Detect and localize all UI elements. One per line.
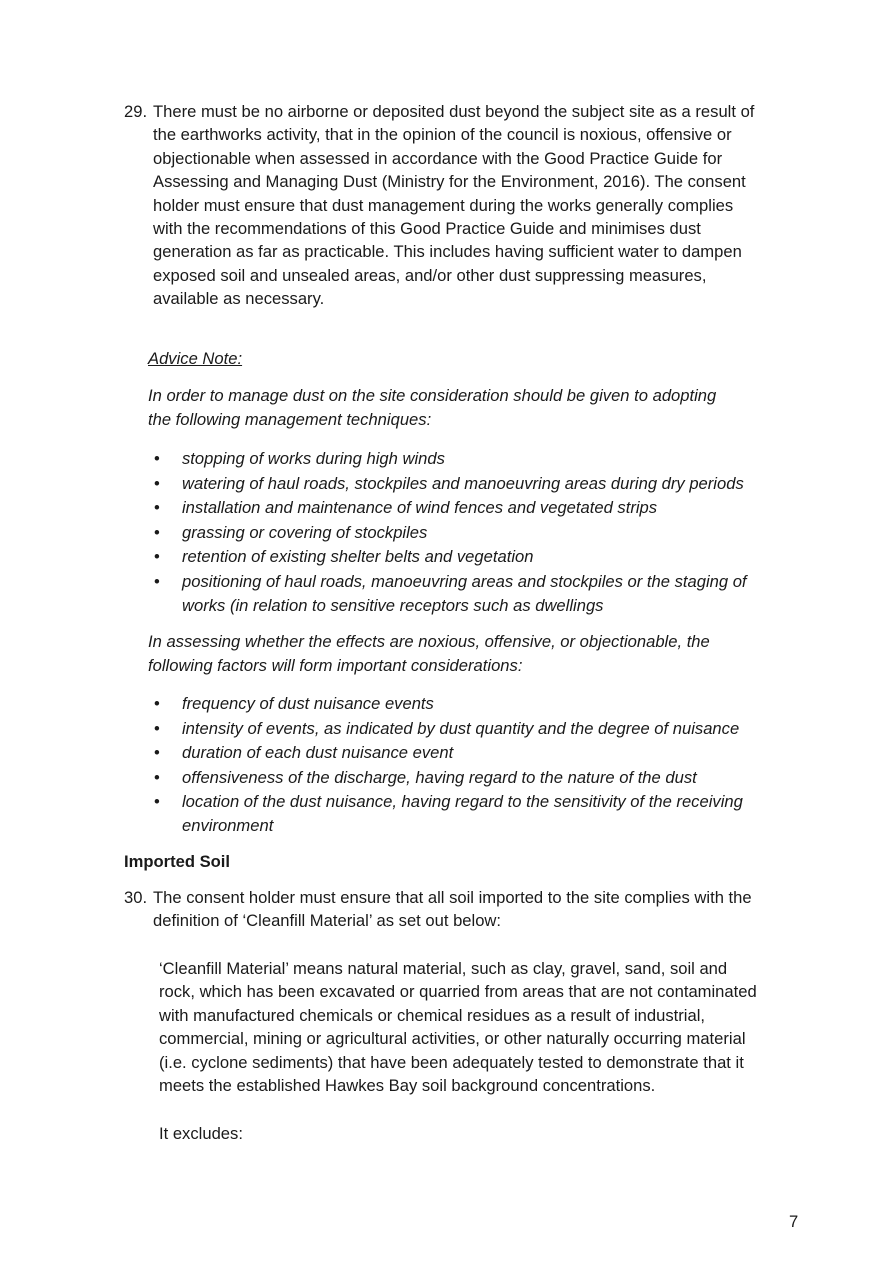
text-line: (i.e. cyclone sediments) that have been adequately tested to demonstrate that it [159,1052,744,1072]
page-number: 7 [789,1212,799,1231]
list-item [148,741,808,765]
text-line: commercial, mining or agricultural activities, or other naturally occurring material [159,1029,746,1049]
condition-number: 29. [124,102,148,121]
text-line: exposed soil and unsealed areas, and/or other dust suppressing measures, [153,265,707,285]
text-line: There must be no airborne or deposited dust beyond the subject site as a result of [153,102,755,121]
list-item [148,692,808,716]
assessment-intro [148,630,788,678]
condition-30 [124,886,804,933]
list-item-text: grassing or covering of stockpiles [182,522,428,542]
condition-text [153,886,804,933]
list-item-text: location of the dust nuisance, having regard to the sensitivity of the receiving [182,792,743,812]
text-line: the following management techniques: [148,410,432,429]
bullet-icon: • [154,743,160,763]
text-line: Assessing and Managing Dust (Ministry for the Environment, 2016). The consent [153,172,746,192]
bullet-icon: • [154,571,160,591]
text-line: the earthworks activity, that in the opinion of the council is noxious, offensive or [153,125,732,145]
list-item [148,570,808,618]
bullet-icon: • [154,547,160,567]
advice-note-title: Advice Note: [148,349,243,368]
list-item [148,790,808,838]
text-line: available as necessary. [153,289,325,309]
text-line: following factors will form important considerations: [148,656,523,675]
text-line: holder must ensure that dust management during the works generally complies [153,195,734,215]
text-line: meets the established Hawkes Bay soil background concentrations. [159,1076,656,1096]
text-line: The consent holder must ensure that all soil imported to the site complies with the [153,888,752,907]
bullet-icon: • [154,449,160,468]
text-line: In assessing whether the effects are noxious, offensive, or objectionable, the [148,632,710,651]
factors-list [148,692,808,839]
list-item [148,447,808,471]
text-line: with the recommendations of this Good Practice Guide and minimises dust [153,219,701,239]
list-item-text: positioning of haul roads, manoeuvring areas and stockpiles or the staging of [182,571,747,591]
bullet-icon: • [154,522,160,542]
advice-intro [148,384,788,432]
text-line: objectionable when assessed in accordance with the Good Practice Guide for [153,148,723,168]
list-item-text: intensity of events, as indicated by dust quantity and the degree of nuisance [182,718,740,738]
bullet-icon: • [154,473,160,493]
list-item-text: installation and maintenance of wind fences and vegetated strips [182,498,658,518]
text-line: rock, which has been excavated or quarried from areas that are not contaminated [159,982,757,1002]
bullet-icon: • [154,498,160,518]
list-item [148,717,808,741]
text-line: with manufactured chemicals or chemical residues as a result of industrial, [159,1005,705,1025]
list-item [148,472,808,496]
list-item-text: stopping of works during high winds [182,449,445,468]
text-line: ‘Cleanfill Material’ means natural material, such as clay, gravel, sand, soil and [159,959,728,978]
bullet-icon: • [154,718,160,738]
list-item-text: offensiveness of the discharge, having regard to the nature of the dust [182,767,697,787]
bullet-icon: • [154,792,160,812]
cleanfill-definition [159,957,809,1097]
list-item-text: retention of existing shelter belts and vegetation [182,547,534,567]
condition-29 [124,100,804,311]
list-item-text: works (in relation to sensitive receptors such as dwellings [182,595,604,615]
section-heading: Imported Soil [124,852,231,871]
excludes-text: It excludes: [159,1124,243,1143]
text-line: definition of ‘Cleanfill Material’ as set out below: [153,911,502,931]
list-item-text: duration of each dust nuisance event [182,743,454,763]
bullet-icon: • [154,694,160,713]
condition-text [153,100,804,311]
techniques-list [148,447,808,619]
text-line: generation as far as practicable. This includes having sufficient water to dampen [153,242,742,262]
list-item [148,545,808,569]
list-item-text: environment [182,816,274,836]
list-item-text: frequency of dust nuisance events [182,694,434,713]
list-item-text: watering of haul roads, stockpiles and manoeuvring areas during dry periods [182,473,744,493]
bullet-icon: • [154,767,160,787]
condition-number: 30. [124,888,148,907]
list-item [148,766,808,790]
list-item [148,521,808,545]
list-item [148,496,808,520]
text-line: In order to manage dust on the site consideration should be given to adopting [148,386,717,405]
